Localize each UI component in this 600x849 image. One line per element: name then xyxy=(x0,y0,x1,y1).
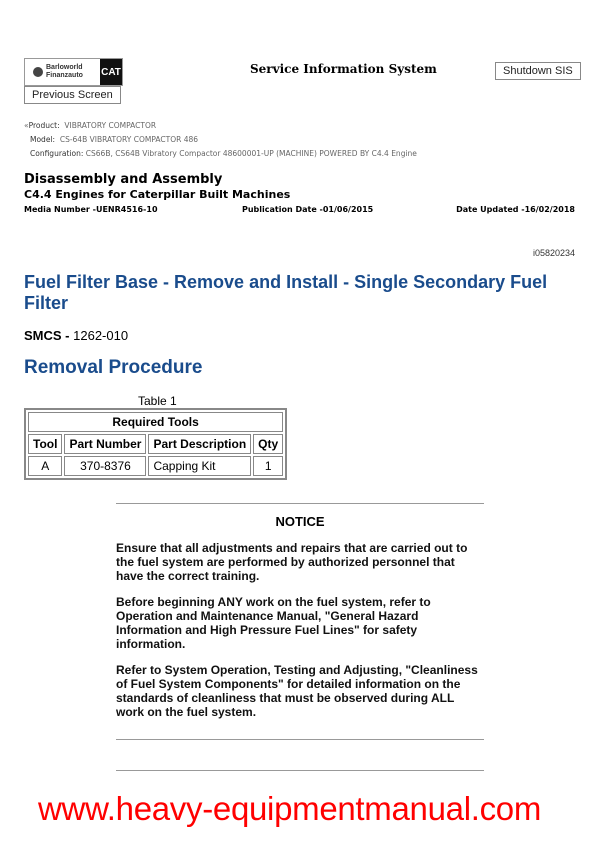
brand-logo: Barloworld Finanzauto CAT xyxy=(24,58,123,86)
notice-paragraph: Before beginning ANY work on the fuel system, refer to Operation and Maintenance Manual, "General Hazard Information and High Pressure Fuel Lines" for safety information. xyxy=(116,595,431,651)
shutdown-button[interactable]: Shutdown SIS xyxy=(495,62,581,80)
globe-icon xyxy=(33,67,43,77)
date-updated: Date Updated -16/02/2018 xyxy=(456,205,575,214)
divider xyxy=(116,770,484,771)
divider xyxy=(116,739,484,740)
smcs-code: 1262-010 xyxy=(73,328,129,343)
table-row: A 370-8376 Capping Kit 1 xyxy=(28,456,283,476)
divider xyxy=(116,503,484,504)
page-title: Fuel Filter Base - Remove and Install - Single Secondary Fuel Filter xyxy=(24,272,548,313)
back-arrow-icon[interactable]: « xyxy=(24,121,29,130)
media-number: Media Number -UENR4516-10 xyxy=(24,205,158,214)
notice-heading: NOTICE xyxy=(275,514,325,529)
config-value: CS66B, CS64B Vibratory Compactor 48600001-UP (MACHINE) POWERED BY C4.4 Engine xyxy=(85,149,417,158)
cat-logo: CAT xyxy=(100,59,122,85)
doc-id: i05820234 xyxy=(532,248,575,258)
previous-screen-button[interactable]: Previous Screen xyxy=(24,86,121,104)
notice-paragraph: Refer to System Operation, Testing and Adjusting, "Cleanliness of Fuel System Components" for detailed information on the standards of cleanliness that must be observed during ALL work on the fuel system. xyxy=(116,663,478,719)
watermark: www.heavy-equipmentmanual.com xyxy=(38,790,542,827)
table-caption: Table 1 xyxy=(138,394,177,408)
publication-date: Publication Date -01/06/2015 xyxy=(242,205,374,214)
doc-category: Disassembly and Assembly xyxy=(24,172,223,187)
section-heading: Removal Procedure xyxy=(24,357,203,378)
table-title: Required Tools xyxy=(28,412,283,432)
doc-subtitle: C4.4 Engines for Caterpillar Built Machines xyxy=(24,188,291,201)
model-value: CS-64B VIBRATORY COMPACTOR 486 xyxy=(59,135,199,144)
product-value: VIBRATORY COMPACTOR xyxy=(64,121,157,130)
notice-box xyxy=(116,503,484,771)
required-tools-table: Required Tools Tool Part Number Part Description Qty A 370-8376 Capping Kit 1 xyxy=(24,408,287,480)
notice-paragraph: Ensure that all adjustments and repairs that are carried out to the fuel system are performed by authorized personnel that have the correct training. xyxy=(116,541,468,583)
app-title: Service Information System xyxy=(250,62,437,76)
